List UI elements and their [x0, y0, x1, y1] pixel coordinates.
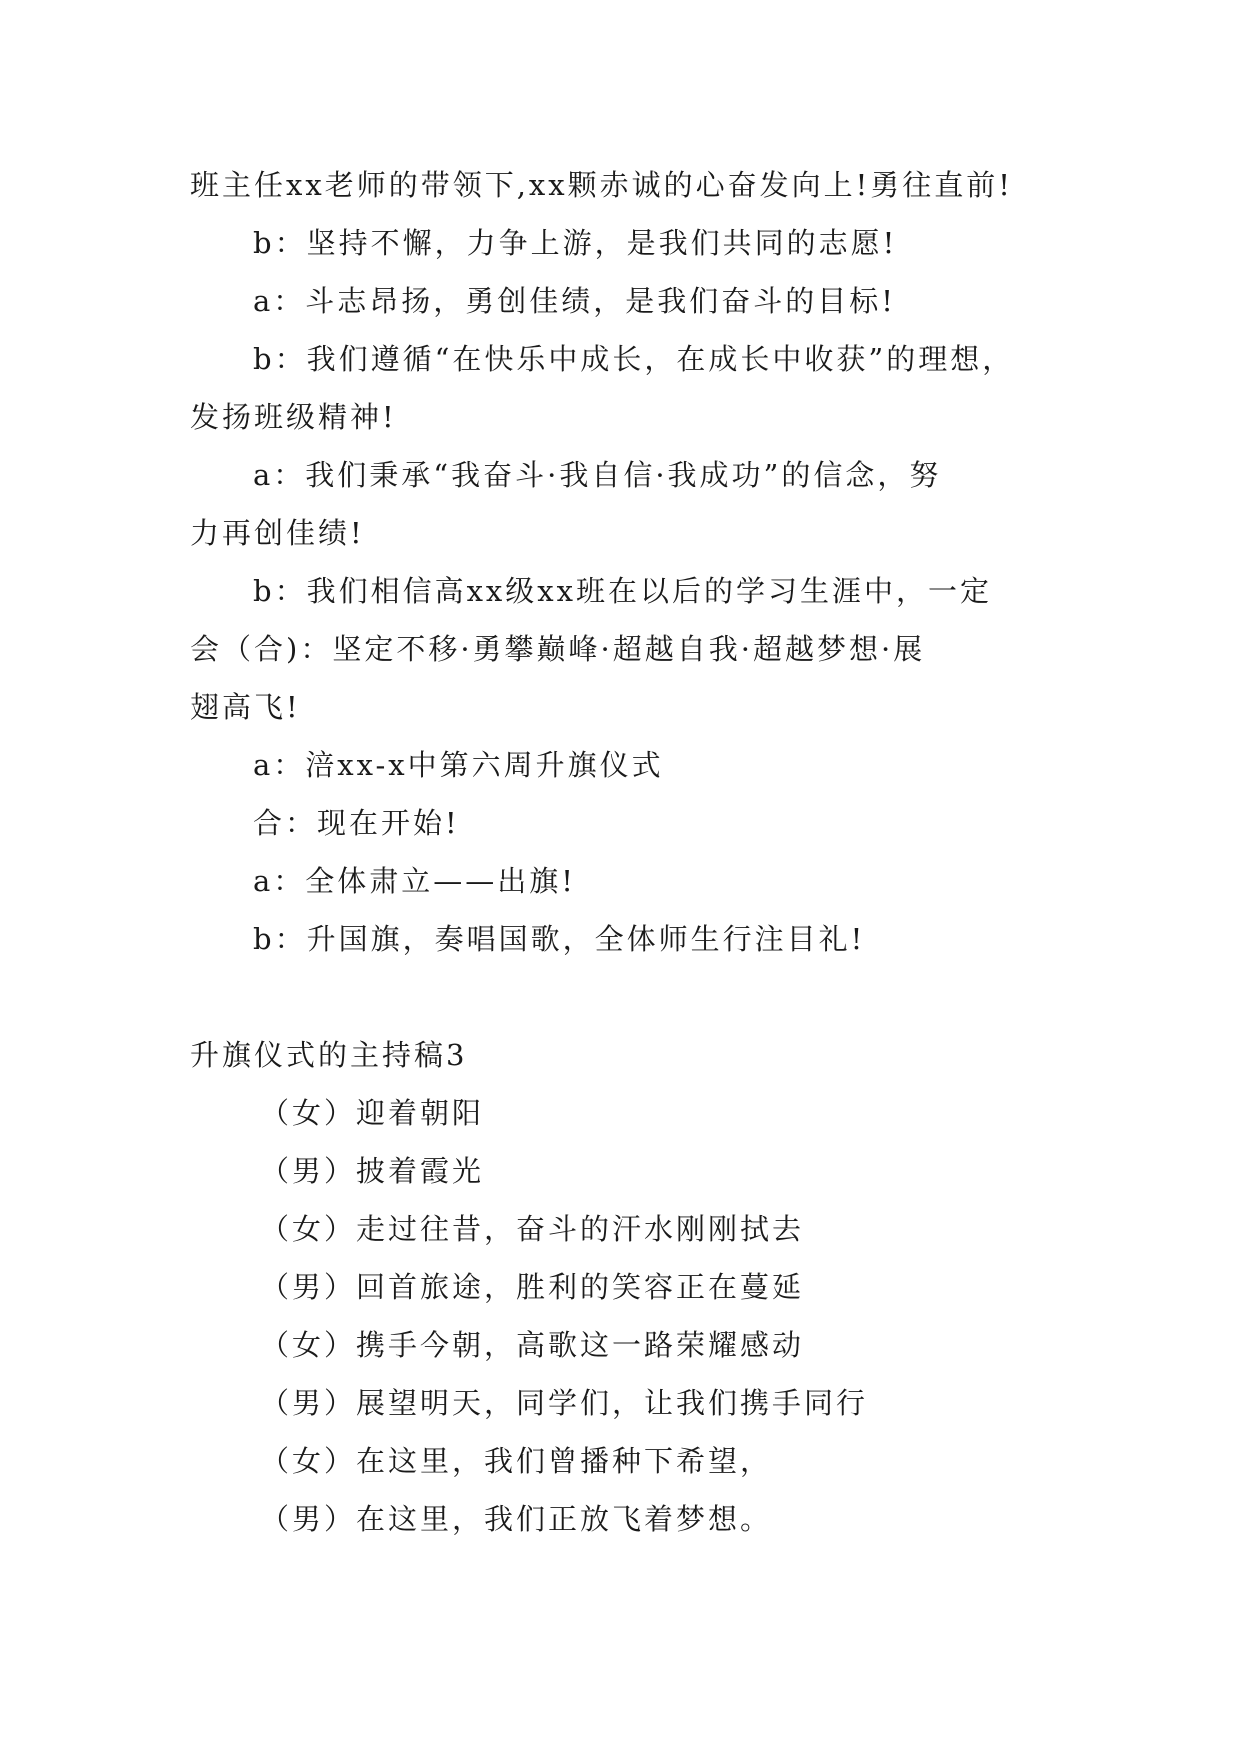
paragraph-line: a：我们秉承“我奋斗·我自信·我成功”的信念，努: [253, 458, 942, 492]
dialogue-line: （男）回首旅途，胜利的笑容正在蔓延: [260, 1270, 805, 1304]
paragraph-line: 翅高飞!: [190, 690, 301, 724]
dialogue-line: （女）携手今朝，高歌这一路荣耀感动: [260, 1328, 805, 1362]
paragraph-line: 合：现在开始!: [253, 806, 460, 840]
dialogue-line: （男）披着霞光: [260, 1154, 485, 1188]
paragraph-line: a：涪xx-x中第六周升旗仪式: [253, 748, 664, 782]
paragraph-line: 力再创佳绩!: [190, 516, 365, 550]
section-title: 升旗仪式的主持稿3: [190, 1038, 468, 1072]
dialogue-line: （女）走过往昔，奋斗的汗水刚刚拭去: [260, 1212, 805, 1246]
paragraph-line: b：我们相信高xx级xx班在以后的学习生涯中，一定: [253, 574, 992, 608]
dialogue-line: （男）展望明天，同学们，让我们携手同行: [260, 1386, 869, 1420]
paragraph-line: b：我们遵循“在快乐中成长，在成长中收获”的理想，: [253, 342, 1015, 376]
paragraph-line: 会（合)：坚定不移·勇攀巅峰·超越自我·超越梦想·展: [190, 632, 926, 666]
paragraph-line: b：升国旗，奏唱国歌，全体师生行注目礼!: [253, 922, 866, 956]
paragraph-line: 班主任xx老师的带领下,xx颗赤诚的心奋发向上!勇往直前!: [190, 168, 1013, 202]
dialogue-line: （女）在这里，我们曾播种下希望，: [260, 1444, 773, 1478]
paragraph-line: 发扬班级精神!: [190, 400, 397, 434]
paragraph-line: a：全体肃立——出旗!: [253, 864, 576, 898]
paragraph-line: b：坚持不懈，力争上游，是我们共同的志愿!: [253, 226, 898, 260]
dialogue-line: （男）在这里，我们正放飞着梦想。: [260, 1502, 773, 1536]
paragraph-line: a：斗志昂扬，勇创佳绩，是我们奋斗的目标!: [253, 284, 896, 318]
dialogue-line: （女）迎着朝阳: [260, 1096, 485, 1130]
